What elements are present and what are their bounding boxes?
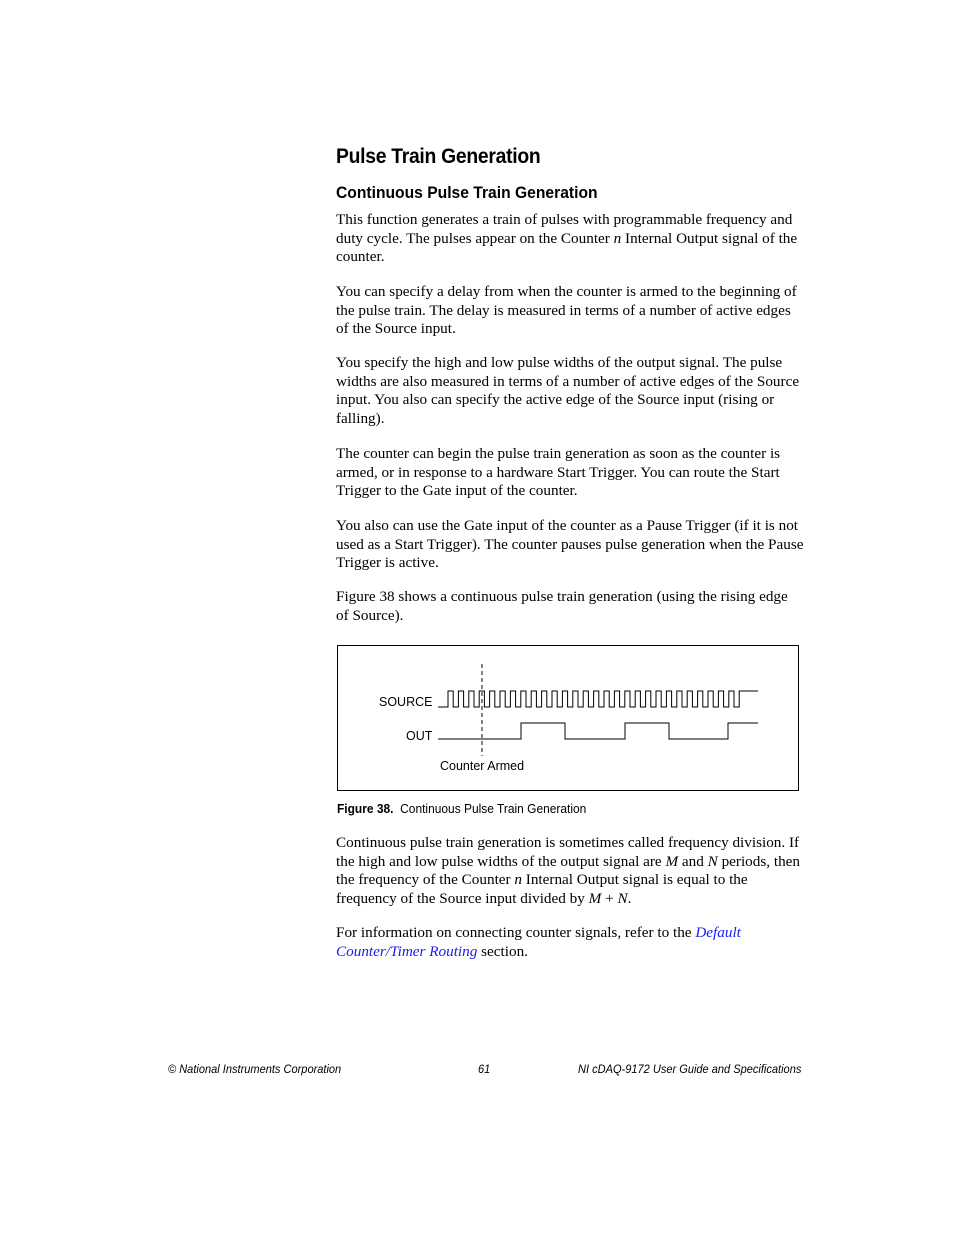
figure-38-box — [337, 645, 799, 791]
paragraph-7 — [336, 834, 804, 909]
paragraph-4: The counter can begin the pulse train generation as soon as the counter is armed, or in response to a hardware Start Trigger. You can route the Start Trigger to the Gate input of the counter. — [336, 445, 781, 500]
section-title: Pulse Train Generation — [336, 145, 541, 168]
p7-var-n-upper: N — [707, 852, 718, 870]
p7-text-e: . — [627, 890, 632, 908]
out-waveform — [438, 723, 758, 739]
p7-plus: + — [601, 890, 618, 908]
paragraph-1 — [336, 211, 804, 267]
footer-doc-title: NI cDAQ-9172 User Guide and Specifications — [578, 1062, 802, 1076]
p7-var-m-sum: M — [588, 890, 602, 908]
p1-var-n: n — [613, 229, 622, 247]
p7-text-a: Continuous pulse train generation is sometimes called frequency division. If the high and low pulse widths of the output signal are — [336, 834, 800, 870]
out-signal-label: OUT — [406, 729, 433, 743]
p7-text-b: and — [678, 852, 708, 870]
source-waveform — [438, 691, 758, 707]
p8-text-a: For information on connecting counter signals, refer to the — [336, 924, 696, 941]
p1-text-a: This function generates a train of pulses with programmable frequency and duty cycle. The pulses appear on the Counter — [336, 211, 793, 247]
p7-var-m: M — [665, 852, 679, 870]
source-signal-label: SOURCE — [379, 695, 433, 709]
default-counter-timer-routing-link[interactable]: Default Counter/Timer Routing — [336, 924, 741, 960]
p7-text-c: periods, then the frequency of the Counter — [336, 852, 801, 889]
paragraph-2: You can specify a delay from when the counter is armed to the beginning of the pulse train. The delay is measured in terms of a number of active edges of the Source input. — [336, 283, 797, 338]
footer-copyright: © National Instruments Corporation — [168, 1062, 342, 1076]
paragraph-3: You specify the high and low pulse widths of the output signal. The pulse widths are also measured in terms of a number of active edges of the Source input. You also can specify the active edge of the Source input (rising or falling). — [336, 354, 800, 428]
figure-number: Figure 38. — [337, 801, 394, 816]
subsection-title: Continuous Pulse Train Generation — [336, 183, 598, 202]
timing-diagram — [338, 646, 800, 792]
paragraph-6: Figure 38 shows a continuous pulse train generation (using the rising edge of Source). — [336, 588, 788, 624]
p7-text-d: Internal Output signal is equal to the frequency of the Source input divided by — [336, 871, 748, 908]
p1-text-b: Internal Output signal of the counter. — [336, 229, 798, 266]
counter-armed-label: Counter Armed — [440, 759, 525, 773]
footer-page-number: 61 — [478, 1062, 491, 1076]
figure-caption-text: Continuous Pulse Train Generation — [400, 801, 587, 816]
p7-var-n-lower: n — [514, 871, 522, 889]
paragraph-8 — [336, 924, 804, 961]
p8-text-b: section. — [477, 942, 528, 960]
paragraph-5: You also can use the Gate input of the counter as a Pause Trigger (if it is not used as a Start Trigger). The counter pauses pulse generation when the Pause Trigger is active. — [336, 517, 804, 572]
p7-var-n-sum: N — [617, 890, 628, 908]
figure-caption — [337, 801, 586, 816]
